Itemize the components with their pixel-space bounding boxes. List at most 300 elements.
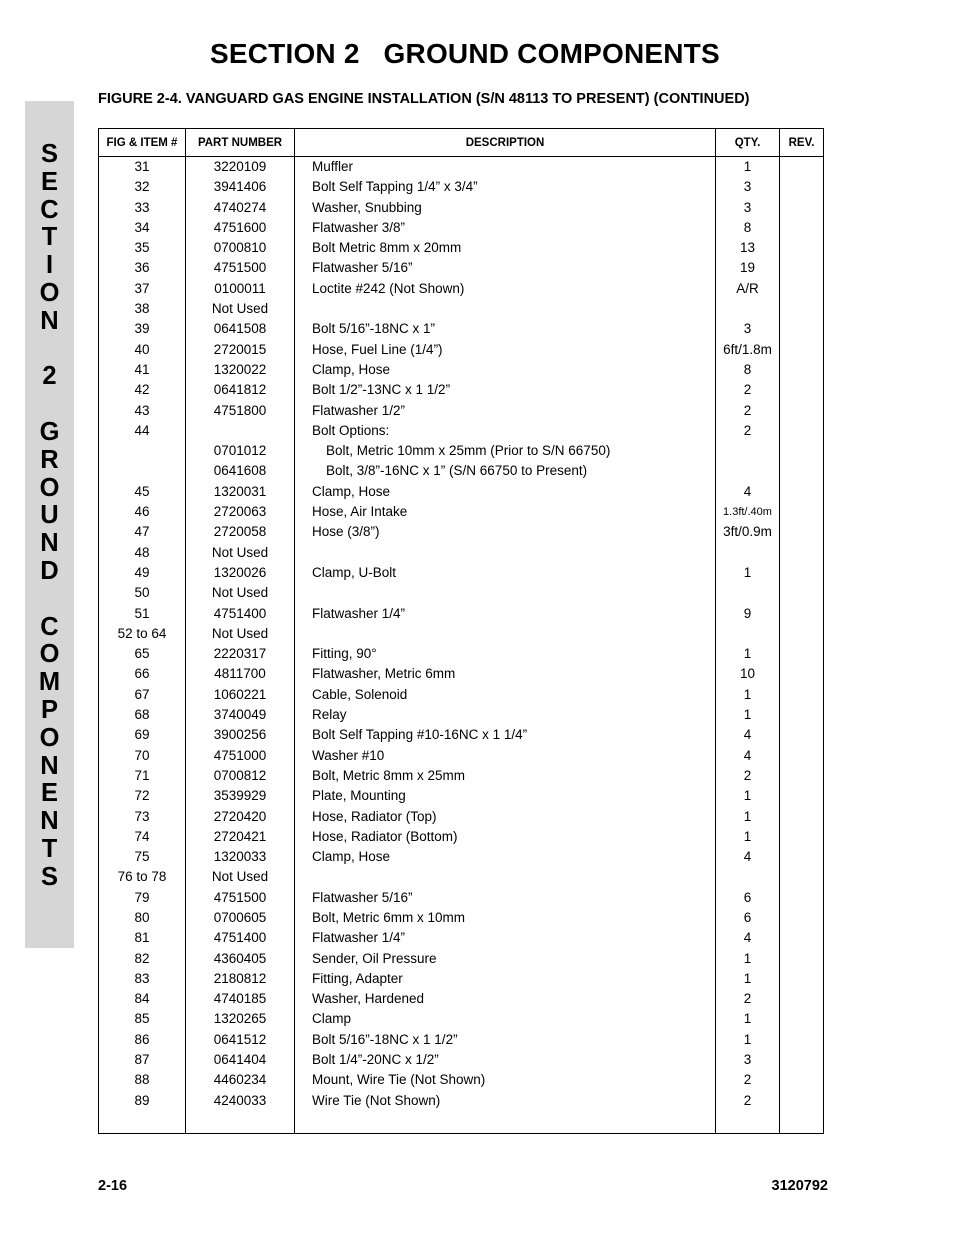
revision [780,908,824,928]
table-row [99,827,824,847]
part-number: 0700810 [186,238,295,258]
figure-title: FIGURE 2-4. VANGUARD GAS ENGINE INSTALLATION (S/N 48113 TO PRESENT) (CONTINUED) [98,91,750,107]
quantity: 9 [716,604,780,624]
description-text: Bolt Options: [312,422,390,438]
description [295,360,716,380]
table-row [99,888,824,908]
description [295,867,716,887]
quantity: 1 [716,705,780,725]
table-row [99,380,824,400]
quantity: 10 [716,664,780,684]
description-text: Sender, Oil Pressure [312,950,437,966]
side-tab-letter [25,336,74,364]
description [295,319,716,339]
revision [780,563,824,583]
description [295,421,716,441]
quantity: 1 [716,786,780,806]
table-row [99,1050,824,1070]
description-text: Bolt Metric 8mm x 20mm [312,240,462,256]
table-row [99,522,824,542]
quantity: 1 [716,1009,780,1029]
quantity: 1 [716,157,780,178]
description [295,258,716,278]
side-tab-letter: N [40,751,59,780]
quantity: 3 [716,319,780,339]
part-number: 0641608 [186,461,295,481]
side-tab-letter: E [40,167,58,196]
part-number: 2720058 [186,522,295,542]
revision [780,198,824,218]
quantity: 3 [716,1050,780,1070]
quantity: 1 [716,1030,780,1050]
table-row [99,583,824,603]
table-row [99,1070,824,1090]
description [295,949,716,969]
quantity [716,543,780,563]
part-number: Not Used [186,583,295,603]
description-text: Bolt, 3/8”-16NC x 1” (S/N 66750 to Present) [326,463,588,479]
item-number: 80 [99,908,186,928]
item-number: 38 [99,299,186,319]
revision [780,482,824,502]
part-number: 0700605 [186,908,295,928]
description [295,340,716,360]
spacer-cell [295,1111,716,1134]
part-number: 4460234 [186,1070,295,1090]
description [295,705,716,725]
item-number: 50 [99,583,186,603]
revision [780,746,824,766]
revision [780,583,824,603]
description [295,644,716,664]
quantity [716,867,780,887]
description-text: Hose, Radiator (Bottom) [312,828,458,844]
side-tab-letter: O [39,640,60,669]
header-rev: REV. [780,129,824,157]
part-number: 1320033 [186,847,295,867]
revision [780,969,824,989]
part-number: 2220317 [186,644,295,664]
item-number: 31 [99,157,186,178]
table-row [99,989,824,1009]
description-text: Bolt, Metric 10mm x 25mm (Prior to S/N 66750) [326,443,611,459]
description [295,299,716,319]
table-row [99,746,824,766]
description [295,543,716,563]
item-number: 73 [99,807,186,827]
side-tab-letter: T [41,223,58,252]
revision [780,279,824,299]
side-tab-letter: T [41,834,58,863]
revision [780,441,824,461]
table-row [99,786,824,806]
spacer-cell [186,1111,295,1134]
quantity: 1 [716,969,780,989]
part-number: 3740049 [186,705,295,725]
side-tab-letter [25,586,74,614]
table-row [99,908,824,928]
quantity: 2 [716,421,780,441]
revision [780,827,824,847]
item-number: 89 [99,1091,186,1111]
revision [780,725,824,745]
side-tab-letter: M [38,668,61,697]
part-number: 0700812 [186,766,295,786]
table-row [99,238,824,258]
description-text: Cable, Solenoid [312,686,408,702]
revision [780,664,824,684]
item-number: 72 [99,786,186,806]
part-number: Not Used [186,543,295,563]
revision [780,1070,824,1090]
revision [780,685,824,705]
description-text: Bolt, Metric 8mm x 25mm [312,767,466,783]
description-text: Clamp, Hose [312,483,391,499]
quantity: A/R [716,279,780,299]
description [295,989,716,1009]
quantity: 1 [716,644,780,664]
part-number: 0641812 [186,380,295,400]
table-row [99,401,824,421]
item-number: 76 to 78 [99,867,186,887]
revision [780,928,824,948]
item-number: 46 [99,502,186,522]
description [295,928,716,948]
revision [780,177,824,197]
item-number [99,461,186,481]
table-row [99,624,824,644]
revision [780,1030,824,1050]
item-number: 51 [99,604,186,624]
item-number: 88 [99,1070,186,1090]
item-number: 66 [99,664,186,684]
item-number: 83 [99,969,186,989]
quantity: 3 [716,177,780,197]
item-number: 65 [99,644,186,664]
description-text: Bolt Self Tapping #10-16NC x 1 1/4” [312,727,528,743]
quantity: 2 [716,766,780,786]
quantity: 4 [716,746,780,766]
description [295,238,716,258]
description-text: Fitting, 90° [312,646,377,662]
table-row [99,441,824,461]
description [295,1091,716,1111]
side-tab-letter: S [40,140,58,168]
table-row [99,1009,824,1029]
part-number: 3900256 [186,725,295,745]
revision [780,401,824,421]
revision [780,1009,824,1029]
description-text: Flatwasher, Metric 6mm [312,666,456,682]
item-number: 48 [99,543,186,563]
part-number: 4751600 [186,218,295,238]
side-tab-letter: I [45,251,54,280]
revision [780,786,824,806]
item-number: 69 [99,725,186,745]
side-tab-letter: O [39,473,60,502]
table-row [99,1030,824,1050]
item-number: 44 [99,421,186,441]
revision [780,522,824,542]
part-number: 4740274 [186,198,295,218]
revision [780,360,824,380]
description-text: Hose, Air Intake [312,504,408,520]
part-number: 4751000 [186,746,295,766]
table-row [99,604,824,624]
part-number: 4240033 [186,1091,295,1111]
description-text: Loctite #242 (Not Shown) [312,280,465,296]
item-number: 37 [99,279,186,299]
side-tab-letter: N [40,306,59,335]
table-row [99,218,824,238]
section-side-tab [25,101,74,948]
item-number: 87 [99,1050,186,1070]
description-text: Wire Tie (Not Shown) [312,1092,441,1108]
revision [780,380,824,400]
quantity: 13 [716,238,780,258]
item-number: 47 [99,522,186,542]
description-text: Mount, Wire Tie (Not Shown) [312,1072,486,1088]
part-number: 4751400 [186,604,295,624]
item-number: 67 [99,685,186,705]
item-number: 33 [99,198,186,218]
table-row [99,766,824,786]
item-number: 71 [99,766,186,786]
table-row [99,502,824,522]
table-row [99,928,824,948]
item-number: 34 [99,218,186,238]
description-text: Relay [312,707,347,723]
document-number: 3120792 [771,1178,828,1194]
item-number: 40 [99,340,186,360]
side-tab-letter: 2 [42,362,57,391]
part-number [186,421,295,441]
description [295,461,716,481]
description [295,624,716,644]
side-tab-letter: S [40,862,58,891]
side-tab-letter: U [40,501,59,530]
table-row [99,198,824,218]
table-row [99,969,824,989]
description-text: Hose (3/8”) [312,524,380,540]
part-number: 1320265 [186,1009,295,1029]
description [295,888,716,908]
revision [780,238,824,258]
description [295,563,716,583]
description [295,198,716,218]
revision [780,624,824,644]
part-number: 4751800 [186,401,295,421]
side-tab-letter: G [39,417,60,446]
revision [780,1050,824,1070]
quantity: 1 [716,807,780,827]
description [295,177,716,197]
side-tab-letter: P [40,695,58,724]
description-text: Hose, Radiator (Top) [312,808,437,824]
part-number: 4751500 [186,258,295,278]
revision [780,604,824,624]
part-number: 3941406 [186,177,295,197]
quantity [716,461,780,481]
description [295,746,716,766]
description-text: Fitting, Adapter [312,970,403,986]
part-number: 1320022 [186,360,295,380]
item-number: 68 [99,705,186,725]
item-number: 35 [99,238,186,258]
description [295,482,716,502]
table-row [99,807,824,827]
side-tab-letter [25,391,74,419]
quantity: 1 [716,827,780,847]
description-text: Muffler [312,159,354,174]
description [295,664,716,684]
quantity: 4 [716,847,780,867]
quantity: 4 [716,928,780,948]
item-number: 43 [99,401,186,421]
description [295,157,716,178]
revision [780,1091,824,1111]
header-item: FIG & ITEM # [99,129,186,157]
revision [780,949,824,969]
description-text: Clamp, U-Bolt [312,564,397,580]
description-text: Bolt 5/16”-18NC x 1” [312,321,436,337]
quantity [716,441,780,461]
part-number: 2720420 [186,807,295,827]
part-number: Not Used [186,624,295,644]
part-number: 2720015 [186,340,295,360]
item-number: 85 [99,1009,186,1029]
item-number: 75 [99,847,186,867]
item-number: 49 [99,563,186,583]
description-text: Flatwasher 5/16” [312,260,413,276]
item-number: 42 [99,380,186,400]
item-number: 74 [99,827,186,847]
description [295,847,716,867]
part-number: 0641512 [186,1030,295,1050]
table-row [99,867,824,887]
revision [780,888,824,908]
spacer-cell [780,1111,824,1134]
part-number: 4751400 [186,928,295,948]
part-number: 1060221 [186,685,295,705]
quantity: 2 [716,380,780,400]
description-text: Flatwasher 1/2” [312,402,406,418]
revision [780,218,824,238]
description [295,1070,716,1090]
side-tab-letter: D [40,556,59,585]
table-row [99,543,824,563]
table-row [99,705,824,725]
description [295,908,716,928]
side-tab-letter: C [40,612,59,641]
item-number: 36 [99,258,186,278]
table-row [99,685,824,705]
item-number: 82 [99,949,186,969]
description-text: Hose, Fuel Line (1/4”) [312,341,443,357]
part-number: 0641404 [186,1050,295,1070]
side-tab-letter: O [39,278,60,307]
quantity: 4 [716,725,780,745]
part-number: 4740185 [186,989,295,1009]
revision [780,157,824,178]
description-text: Washer, Snubbing [312,199,422,215]
description [295,522,716,542]
description [295,401,716,421]
quantity: 8 [716,218,780,238]
parts-table-body [99,157,824,1134]
description [295,441,716,461]
revision [780,807,824,827]
table-header-row [99,129,824,157]
description-text: Washer, Hardened [312,991,425,1007]
quantity: 19 [716,258,780,278]
description [295,279,716,299]
description [295,766,716,786]
quantity: 1 [716,563,780,583]
quantity: 3 [716,198,780,218]
spacer-cell [716,1111,780,1134]
part-number: 0100011 [186,279,295,299]
quantity: 2 [716,1091,780,1111]
revision [780,340,824,360]
revision [780,766,824,786]
part-number: 1320031 [186,482,295,502]
description-text: Clamp, Hose [312,361,391,377]
quantity: 3ft/0.9m [716,522,780,542]
item-number: 52 to 64 [99,624,186,644]
table-row [99,644,824,664]
table-row [99,461,824,481]
part-number: 4751500 [186,888,295,908]
revision [780,502,824,522]
description-text: Clamp [312,1011,352,1027]
table-row [99,177,824,197]
table-row [99,563,824,583]
revision [780,847,824,867]
header-description: DESCRIPTION [295,129,716,157]
quantity [716,624,780,644]
quantity: 6 [716,908,780,928]
description [295,969,716,989]
quantity: 6 [716,888,780,908]
description-text: Plate, Mounting [312,788,406,804]
table-row [99,299,824,319]
revision [780,299,824,319]
item-number: 84 [99,989,186,1009]
part-number: 0641508 [186,319,295,339]
item-number: 86 [99,1030,186,1050]
quantity: 2 [716,401,780,421]
item-number: 45 [99,482,186,502]
table-row [99,258,824,278]
description [295,1009,716,1029]
revision [780,867,824,887]
quantity: 4 [716,482,780,502]
item-number: 70 [99,746,186,766]
item-number: 32 [99,177,186,197]
description-text: Bolt 5/16”-18NC x 1 1/2” [312,1031,458,1047]
description-text: Bolt 1/4”-20NC x 1/2” [312,1052,439,1068]
table-row [99,279,824,299]
revision [780,644,824,664]
header-part-number: PART NUMBER [186,129,295,157]
part-number: 2180812 [186,969,295,989]
table-row [99,421,824,441]
revision [780,989,824,1009]
quantity: 6ft/1.8m [716,340,780,360]
revision [780,319,824,339]
table-row [99,847,824,867]
